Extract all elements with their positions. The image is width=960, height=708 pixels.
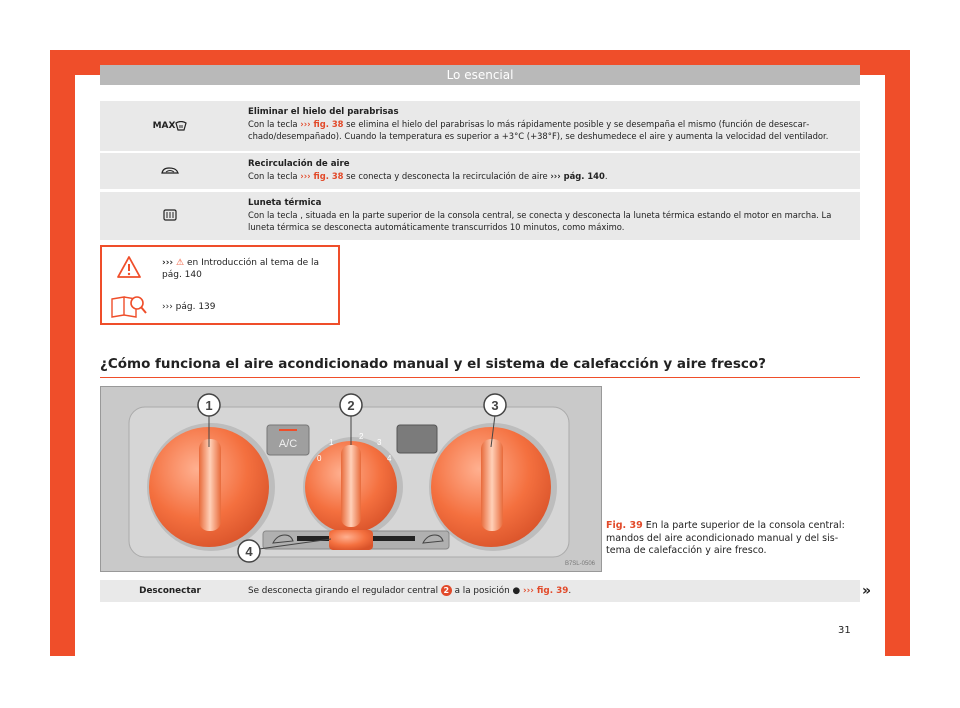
figure-code: B7SL-0506 [564,561,595,567]
row-text: Con la tecla [248,210,298,220]
page-link[interactable]: ››› pág. 140 [550,171,605,181]
section-header: Lo esencial [100,65,860,85]
climate-control-figure [100,386,602,572]
figure-caption [606,520,856,558]
off-position-icon: ● [512,586,521,596]
row-text-mid: a la posición [454,586,510,596]
row-text: Con la tecla [248,171,298,181]
row-end: . [568,586,572,596]
warning-icon [116,255,142,279]
page-number: 31 [838,625,851,636]
svg-text:3: 3 [491,398,499,413]
row-title: Eliminar el hielo del parabrisas [248,107,399,117]
table-row [100,101,860,151]
row-text: Con la tecla [248,119,298,129]
windshield-icon [175,121,187,131]
section-title: ¿Cómo funciona el aire acondicionado manual y el sistema de calefacción y aire fresco? [100,356,860,378]
svg-text:1: 1 [205,398,213,413]
table-row [100,192,860,240]
page-link-text[interactable]: ››› pág. 139 [162,302,216,312]
fan-scale-0: 0 [317,454,322,463]
table-row [100,153,860,189]
ac-button-label: A/C [278,438,298,450]
rear-window-heating-icon [100,192,240,240]
fan-scale-2: 2 [359,432,364,441]
row-body: se conecta y desconecta la recirculación de aire [346,171,548,181]
climate-panel-illustration [101,387,601,571]
row-body: se elimina el hielo del parabrisas lo más rápidamente posible y se desempaña el mismo (función de desescarchado/desempañado). Cuando la temperatura es superior a +3°C (+38°F), se deshumedece el aire y aumenta la velocidad del ventilador. [248,119,829,141]
row-title: Recirculación de aire [248,159,350,169]
link-arrow: ››› [162,258,174,268]
row-body: , situada en la parte superior de la consola central, se conecta y desconecta la luneta térmica estando el motor en marcha. La luneta térmica se desconecta automáticamente transcurridos 10 minutos, como máximo. [248,210,832,232]
fan-scale-4: 4 [387,454,392,463]
row-label: Desconectar [139,586,201,596]
recirculation-slider[interactable] [329,530,373,550]
warning-box [100,245,340,325]
svg-text:4: 4 [245,544,253,559]
figure-link[interactable]: ››› fig. 39 [522,586,569,596]
figure-link[interactable]: ››› fig. 38 [300,119,344,129]
blank-button [397,425,437,453]
continue-marker: » [862,583,872,599]
table-row [100,580,860,602]
fan-scale-1: 1 [329,438,334,447]
row-title: Luneta térmica [248,198,322,208]
small-warning-icon: ⚠ [176,258,185,268]
fan-scale-3: 3 [377,438,382,447]
row-text: Se desconecta girando el regulador central [248,586,439,596]
max-defrost-icon [100,101,240,151]
figure-label: Fig. 39 [606,520,643,531]
caption-text: En la parte superior de la consola central: mandos del aire acondicionado manual y del sistema de calefacción y aire fresco. [606,520,845,556]
svg-text:2: 2 [347,398,355,413]
knob-number-badge: 2 [441,585,452,596]
book-info-icon [110,293,148,319]
warning-link-text[interactable]: en Introducción al tema de la pág. 140 [162,258,320,280]
max-label: MAX [152,121,176,131]
recirculation-icon [100,153,240,189]
row-tail: . [604,171,608,181]
figure-link[interactable]: ››› fig. 38 [300,171,344,181]
